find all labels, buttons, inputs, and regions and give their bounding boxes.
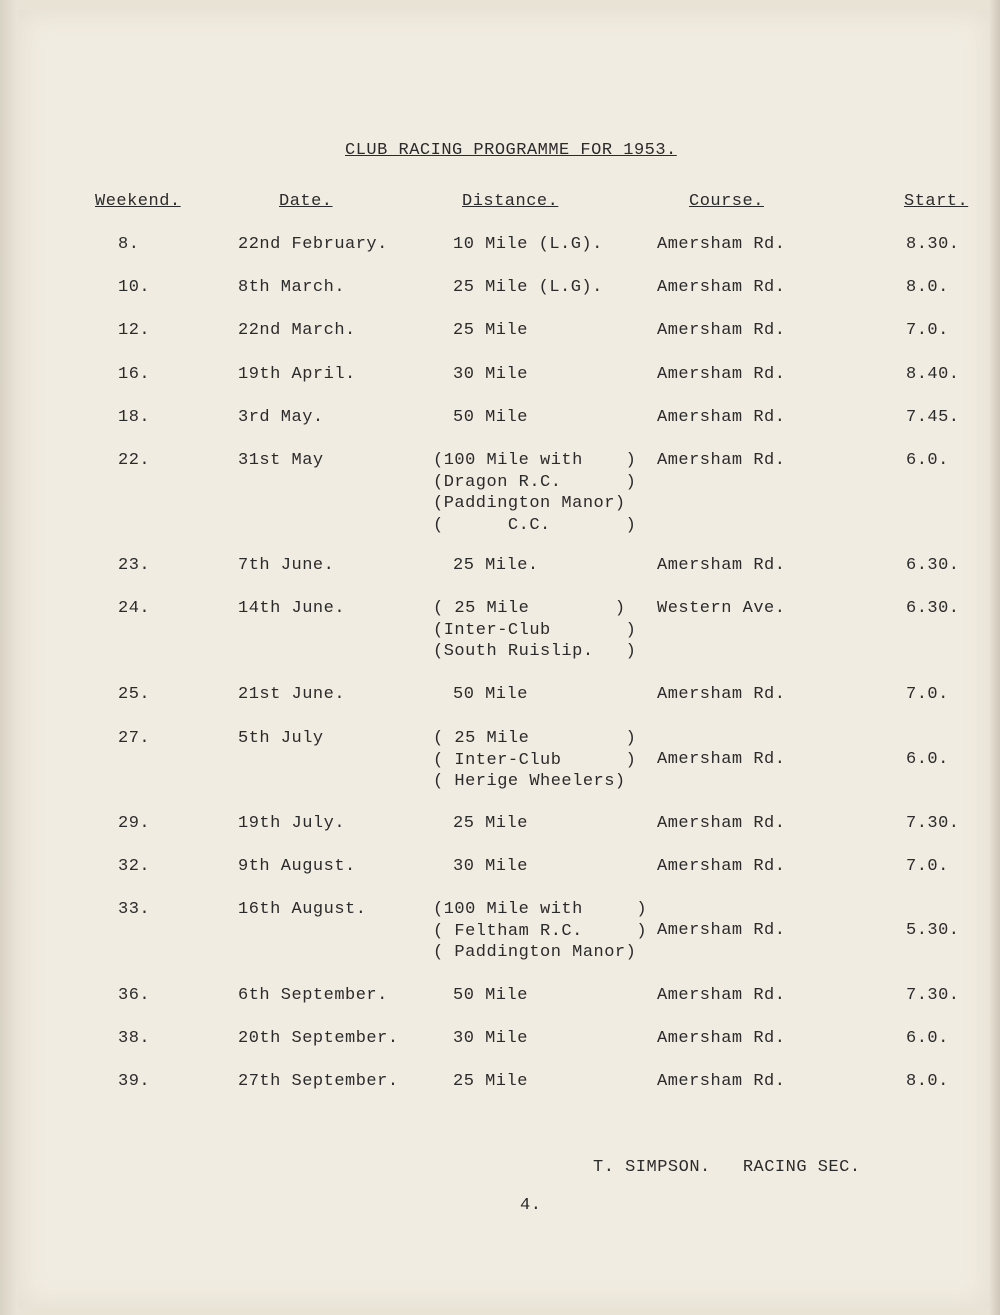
- row-distance: 25 Mile.: [453, 556, 539, 575]
- row-weekend: 39.: [118, 1072, 151, 1091]
- row-weekend: 24.: [118, 599, 151, 618]
- signature: T. SIMPSON. RACING SEC.: [593, 1158, 861, 1177]
- row-start: 7.45.: [906, 408, 960, 427]
- page-edge-right: [990, 0, 1000, 1315]
- row-weekend: 16.: [118, 365, 151, 384]
- row-distance: 25 Mile (L.G).: [453, 278, 603, 297]
- row-course: Amersham Rd.: [657, 278, 786, 297]
- row-start: 6.0.: [906, 750, 949, 769]
- row-course: Amersham Rd.: [657, 750, 786, 769]
- row-start: 7.0.: [906, 685, 949, 704]
- row-weekend: 18.: [118, 408, 151, 427]
- row-distance: 25 Mile: [453, 814, 528, 833]
- row-weekend: 8.: [118, 235, 140, 254]
- header-course: Course.: [689, 192, 764, 211]
- row-start: 7.0.: [906, 857, 949, 876]
- row-date: 6th September.: [238, 986, 388, 1005]
- row-start: 5.30.: [906, 921, 960, 940]
- row-start: 8.0.: [906, 278, 949, 297]
- row-start: 7.30.: [906, 986, 960, 1005]
- row-distance: (100 Mile with ) (Dragon R.C. ) (Paddington Manor) ( C.C. ): [433, 451, 637, 535]
- row-course: Amersham Rd.: [657, 556, 786, 575]
- row-date: 3rd May.: [238, 408, 324, 427]
- row-weekend: 36.: [118, 986, 151, 1005]
- row-date: 9th August.: [238, 857, 356, 876]
- row-weekend: 33.: [118, 900, 151, 919]
- row-distance: 50 Mile: [453, 986, 528, 1005]
- row-course: Western Ave.: [657, 599, 786, 618]
- header-start: Start.: [904, 192, 969, 211]
- row-date: 27th September.: [238, 1072, 399, 1091]
- row-date: 19th July.: [238, 814, 346, 833]
- row-course: Amersham Rd.: [657, 1072, 786, 1091]
- row-weekend: 10.: [118, 278, 151, 297]
- row-start: 8.30.: [906, 235, 960, 254]
- row-start: 8.40.: [906, 365, 960, 384]
- row-course: Amersham Rd.: [657, 321, 786, 340]
- row-date: 8th March.: [238, 278, 346, 297]
- row-weekend: 22.: [118, 451, 151, 470]
- row-course: Amersham Rd.: [657, 986, 786, 1005]
- row-distance: 25 Mile: [453, 1072, 528, 1091]
- row-course: Amersham Rd.: [657, 1029, 786, 1048]
- row-date: 31st May: [238, 451, 324, 470]
- row-date: 5th July: [238, 729, 324, 748]
- row-distance: 50 Mile: [453, 408, 528, 427]
- row-weekend: 23.: [118, 556, 151, 575]
- row-course: Amersham Rd.: [657, 365, 786, 384]
- header-weekend: Weekend.: [95, 192, 181, 211]
- row-course: Amersham Rd.: [657, 235, 786, 254]
- page-number: 4.: [520, 1196, 542, 1215]
- header-date: Date.: [279, 192, 333, 211]
- row-date: 22nd March.: [238, 321, 356, 340]
- row-weekend: 25.: [118, 685, 151, 704]
- page-title: CLUB RACING PROGRAMME FOR 1953.: [345, 141, 677, 160]
- row-distance: ( 25 Mile ) ( Inter-Club ) ( Herige Wheelers): [433, 729, 637, 791]
- row-start: 6.0.: [906, 1029, 949, 1048]
- row-date: 20th September.: [238, 1029, 399, 1048]
- row-date: 19th April.: [238, 365, 356, 384]
- row-date: 21st June.: [238, 685, 346, 704]
- row-date: 7th June.: [238, 556, 335, 575]
- row-date: 16th August.: [238, 900, 367, 919]
- row-course: Amersham Rd.: [657, 857, 786, 876]
- row-course: Amersham Rd.: [657, 814, 786, 833]
- row-weekend: 29.: [118, 814, 151, 833]
- row-distance: 30 Mile: [453, 365, 528, 384]
- row-weekend: 32.: [118, 857, 151, 876]
- row-course: Amersham Rd.: [657, 451, 786, 470]
- row-date: 22nd February.: [238, 235, 388, 254]
- row-course: Amersham Rd.: [657, 921, 786, 940]
- row-course: Amersham Rd.: [657, 408, 786, 427]
- row-distance: 10 Mile (L.G).: [453, 235, 603, 254]
- row-distance: 50 Mile: [453, 685, 528, 704]
- row-distance: 30 Mile: [453, 857, 528, 876]
- row-start: 7.0.: [906, 321, 949, 340]
- row-start: 6.30.: [906, 599, 960, 618]
- header-distance: Distance.: [462, 192, 559, 211]
- row-weekend: 12.: [118, 321, 151, 340]
- row-weekend: 27.: [118, 729, 151, 748]
- row-start: 7.30.: [906, 814, 960, 833]
- row-weekend: 38.: [118, 1029, 151, 1048]
- page-edge-left: [0, 0, 18, 1315]
- row-start: 6.0.: [906, 451, 949, 470]
- row-date: 14th June.: [238, 599, 346, 618]
- row-start: 8.0.: [906, 1072, 949, 1091]
- row-course: Amersham Rd.: [657, 685, 786, 704]
- row-distance: 25 Mile: [453, 321, 528, 340]
- row-distance: (100 Mile with ) ( Feltham R.C. ) ( Paddington Manor): [433, 900, 648, 962]
- row-distance: 30 Mile: [453, 1029, 528, 1048]
- row-distance: ( 25 Mile ) (Inter-Club ) (South Ruislip. ): [433, 599, 637, 661]
- row-start: 6.30.: [906, 556, 960, 575]
